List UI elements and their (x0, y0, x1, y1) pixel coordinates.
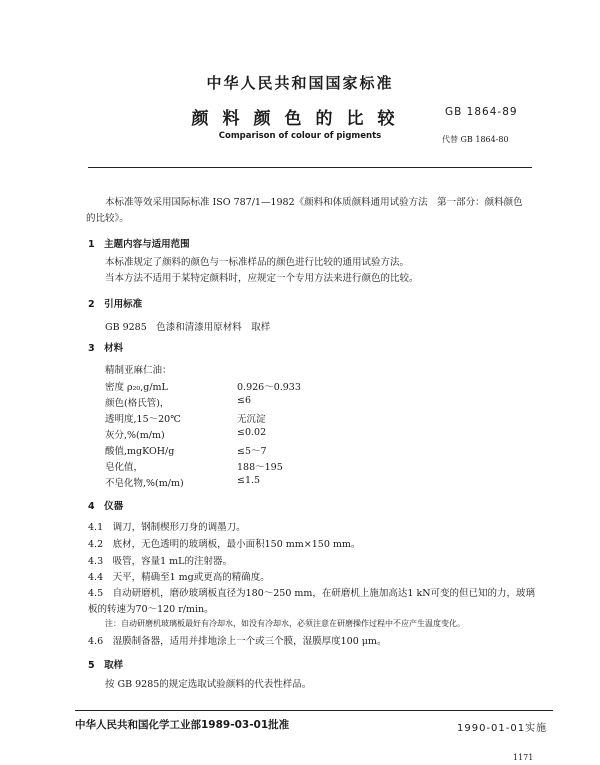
section-2-heading: 2 引用标准 (88, 299, 143, 310)
section-1-line-2: 当本方法不适用于某特定颜料时，应规定一个专用方法来进行颜色的比较。 (105, 273, 419, 284)
intro-line-2: 的比较》。 (86, 213, 129, 224)
country-standard-heading: 中华人民共和国国家标准 (206, 74, 394, 92)
property-value: ≤5～7 (237, 446, 267, 457)
property-value: 188～195 (237, 462, 283, 473)
intro-line-1: 本标准等效采用国际标准 ISO 787/1—1982《颜料和体质颜料通用试验方法 第一部分：颜料颜色 (105, 197, 523, 208)
standard-number: GB 1864-89 (445, 106, 518, 118)
property-name: 颜色(格氏管)， (105, 398, 170, 409)
instrument-4-3: 4.3 吸管，容量1 mL的注射器。 (88, 556, 232, 567)
page-number: 1171 (513, 753, 534, 762)
property-value: 0.926～0.933 (237, 382, 301, 393)
section-1-line-1: 本标准规定了颜料的颜色与一标准样品的颜色进行比较的通用试验方法。 (105, 257, 410, 268)
property-name: 不皂化物,%(m/m) (105, 478, 184, 489)
section-4-heading: 4 仪器 (88, 501, 124, 512)
implementation-date: 1990-01-01实施 (457, 723, 548, 734)
section-2-reference: GB 9285 色漆和清漆用原材料 取样 (105, 322, 271, 333)
document-subtitle-english: Comparison of colour of pigments (218, 131, 382, 141)
section-3-heading: 3 材料 (88, 343, 124, 354)
property-name: 透明度,15～20℃ (105, 414, 181, 425)
property-value: ≤0.02 (237, 427, 267, 438)
instrument-4-5-line-2: 板的转速为70～120 r/min。 (88, 604, 214, 615)
section-5-line-1: 按 GB 9285的规定选取试验颜料的代表性样品。 (105, 679, 312, 690)
instrument-4-6: 4.6 湿膜制备器，适用并排地涂上一个或三个膜，湿膜厚度100 μm。 (88, 636, 387, 647)
section-5-heading: 5 取样 (88, 660, 124, 671)
property-name: 皂化值， (105, 462, 144, 473)
property-name: 灰分,%(m/m) (105, 430, 165, 441)
footer-rule (75, 710, 553, 711)
property-value: ≤6 (237, 395, 252, 406)
property-name: 酸值,mgKOH/g (105, 446, 175, 457)
replaces-standard: 代替 GB 1864-80 (442, 135, 509, 144)
property-value: ≤1.5 (237, 475, 261, 486)
property-name: 密度 ρ₂₀,g/mL (105, 382, 168, 393)
approval-line: 中华人民共和国化学工业部1989-03-01批准 (75, 719, 290, 731)
instrument-4-1: 4.1 调刀，钢制楔形刀身的调墨刀。 (88, 522, 246, 533)
section-1-heading: 1 主题内容与适用范围 (88, 239, 190, 250)
instrument-note: 注：自动研磨机玻璃板最好有冷却水，如没有冷却水，必须注意在研磨操作过程中不应产生温度变化。 (105, 619, 465, 628)
property-value: 无沉淀 (237, 414, 266, 425)
instrument-4-5-line-1: 4.5 自动研磨机，磨砂玻璃板直径为180～250 mm，在研磨机上施加高达1 kN可变的但已知的力，玻璃 (88, 588, 536, 599)
header-rule (88, 167, 532, 168)
document-title: 颜料颜色的比较 (191, 109, 409, 129)
section-3-intro: 精制亚麻仁油： (105, 365, 172, 376)
instrument-4-4: 4.4 天平，精确至1 mg或更高的精确度。 (88, 572, 270, 583)
instrument-4-2: 4.2 底材，无色透明的玻璃板，最小面积150 mm×150 mm。 (88, 539, 361, 550)
